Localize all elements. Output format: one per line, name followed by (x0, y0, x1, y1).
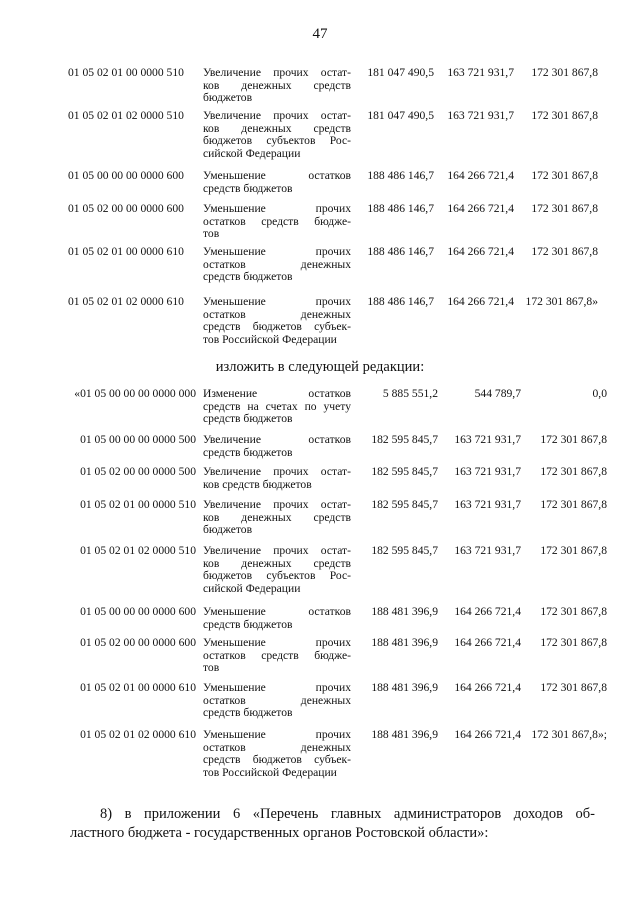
budget-code: 01 05 00 00 00 0000 600 (80, 605, 196, 618)
budget-description (203, 545, 351, 595)
value-year-3: 172 301 867,8 (540, 498, 607, 511)
description-line: Уменьшение прочих (203, 295, 351, 308)
budget-description (203, 637, 351, 675)
budget-description (203, 434, 351, 459)
description-line: сийской Федерации (203, 581, 301, 595)
description-line: Увеличение прочих остат- (203, 465, 351, 478)
description-line: Уменьшение прочих (203, 728, 351, 741)
value-year-3: 172 301 867,8 (531, 169, 598, 182)
description-line: ков средств бюджетов (203, 477, 312, 491)
description-line: бюджетов субъектов Рос- (203, 569, 351, 582)
value-year-2: 544 789,7 (474, 387, 521, 400)
value-year-2: 163 721 931,7 (447, 66, 514, 79)
value-year-3: 172 301 867,8 (540, 681, 607, 694)
value-year-3: 172 301 867,8 (540, 605, 607, 618)
description-line: остатков денежных (203, 740, 351, 754)
budget-code: 01 05 00 00 00 0000 500 (80, 433, 196, 446)
value-year-2: 164 266 721,4 (447, 245, 514, 258)
value-year-1: 188 486 146,7 (367, 202, 434, 215)
description-line: бюджетов субъектов Рос- (203, 134, 351, 147)
description-line: Уменьшение прочих (203, 202, 351, 215)
budget-description (203, 682, 351, 720)
budget-description (203, 110, 351, 160)
description-line: тов Российской Федерации (203, 765, 337, 779)
value-year-3: 0,0 (592, 387, 607, 400)
budget-description (203, 67, 351, 105)
description-line: остатков денежных (203, 693, 351, 707)
paragraph-line-2: ластного бюджета - государственных органов Ростовской области»: (70, 825, 489, 841)
budget-description (203, 466, 351, 491)
description-line: Увеличение прочих остат- (203, 544, 351, 557)
description-line: Уменьшение остатков (203, 605, 351, 618)
value-year-2: 164 266 721,4 (447, 295, 514, 308)
budget-code: 01 05 02 01 00 0000 610 (68, 245, 184, 258)
value-year-3: 172 301 867,8 (540, 544, 607, 557)
budget-code: 01 05 02 00 00 0000 600 (68, 202, 184, 215)
budget-description (203, 499, 351, 537)
description-line: остатков средств бюдже- (203, 214, 351, 228)
description-line: Увеличение остатков (203, 433, 351, 446)
description-line: остатков денежных (203, 307, 351, 321)
description-line: средств бюджетов (203, 445, 293, 459)
value-year-2: 163 721 931,7 (454, 498, 521, 511)
value-year-1: 188 481 396,9 (371, 636, 438, 649)
budget-code: 01 05 02 01 00 0000 510 (68, 66, 184, 79)
description-line: тов Российской Федерации (203, 332, 337, 346)
description-line: средств бюджетов (203, 617, 293, 631)
value-year-1: 182 595 845,7 (371, 465, 438, 478)
description-line: ков денежных средств (203, 78, 351, 92)
value-year-3: 172 301 867,8 (531, 109, 598, 122)
paragraph-line-1: 8) в приложении 6 «Перечень главных администраторов доходов об- (100, 806, 595, 822)
description-line: Уменьшение прочих (203, 245, 351, 258)
budget-description (203, 729, 351, 779)
amendment-paragraph (70, 805, 595, 843)
value-year-1: 182 595 845,7 (371, 544, 438, 557)
description-line: Уменьшение остатков (203, 169, 351, 182)
description-line: средств бюджетов субъек- (203, 753, 351, 766)
value-year-1: 182 595 845,7 (371, 433, 438, 446)
description-line: Изменение остатков (203, 387, 351, 400)
budget-description (203, 606, 351, 631)
budget-code: 01 05 02 01 00 0000 510 (80, 498, 196, 511)
description-line: Увеличение прочих остат- (203, 109, 351, 122)
budget-code: 01 05 02 01 02 0000 610 (68, 295, 184, 308)
value-year-1: 188 481 396,9 (371, 605, 438, 618)
value-year-3: 172 301 867,8 (531, 245, 598, 258)
budget-description (203, 296, 351, 346)
budget-code: 01 05 02 00 00 0000 600 (80, 636, 196, 649)
value-year-2: 164 266 721,4 (454, 681, 521, 694)
value-year-1: 182 595 845,7 (371, 498, 438, 511)
value-year-3: 172 301 867,8 (531, 202, 598, 215)
value-year-3: 172 301 867,8 (540, 636, 607, 649)
description-line: средств бюджетов (203, 270, 293, 283)
section-heading: изложить в следующей редакции: (215, 359, 425, 375)
description-line: средств бюджетов (203, 412, 293, 425)
budget-description (203, 246, 351, 284)
description-line: средств на счетах по учету (203, 399, 351, 413)
value-year-2: 164 266 721,4 (454, 605, 521, 618)
description-line: средств бюджетов (203, 181, 293, 195)
description-line: средств бюджетов (203, 706, 293, 719)
description-line: остатков денежных (203, 257, 351, 271)
budget-code: 01 05 02 01 02 0000 510 (68, 109, 184, 122)
value-year-1: 181 047 490,5 (367, 109, 434, 122)
value-year-3: 172 301 867,8 (531, 66, 598, 79)
budget-code: 01 05 02 01 02 0000 610 (80, 728, 196, 741)
value-year-2: 163 721 931,7 (454, 433, 521, 446)
description-line: бюджетов (203, 523, 253, 536)
value-year-3: 172 301 867,8»; (531, 728, 607, 741)
value-year-2: 164 266 721,4 (447, 169, 514, 182)
value-year-2: 163 721 931,7 (447, 109, 514, 122)
value-year-2: 163 721 931,7 (454, 465, 521, 478)
value-year-1: 188 481 396,9 (371, 728, 438, 741)
value-year-1: 5 885 551,2 (382, 387, 438, 400)
description-line: Уменьшение прочих (203, 681, 351, 694)
value-year-1: 188 486 146,7 (367, 169, 434, 182)
description-line: остатков средств бюдже- (203, 648, 351, 662)
description-line: Увеличение прочих остат- (203, 66, 351, 79)
budget-code: 01 05 02 01 02 0000 510 (80, 544, 196, 557)
value-year-1: 188 481 396,9 (371, 681, 438, 694)
description-line: ков денежных средств (203, 556, 351, 570)
value-year-3: 172 301 867,8 (540, 465, 607, 478)
value-year-2: 164 266 721,4 (447, 202, 514, 215)
value-year-2: 164 266 721,4 (454, 636, 521, 649)
budget-code: 01 05 00 00 00 0000 600 (68, 169, 184, 182)
budget-description (203, 203, 351, 241)
description-line: ков денежных средств (203, 510, 351, 524)
budget-code: 01 05 02 00 00 0000 500 (80, 465, 196, 478)
value-year-1: 181 047 490,5 (367, 66, 434, 79)
description-line: ков денежных средств (203, 121, 351, 135)
description-line: Увеличение прочих остат- (203, 498, 351, 511)
budget-code: 01 05 02 01 00 0000 610 (80, 681, 196, 694)
value-year-2: 163 721 931,7 (454, 544, 521, 557)
description-line: тов (203, 227, 220, 240)
value-year-2: 164 266 721,4 (454, 728, 521, 741)
page-number: 47 (312, 26, 328, 42)
description-line: бюджетов (203, 91, 253, 104)
value-year-1: 188 486 146,7 (367, 245, 434, 258)
value-year-3: 172 301 867,8» (525, 295, 598, 308)
description-line: Уменьшение прочих (203, 636, 351, 649)
value-year-1: 188 486 146,7 (367, 295, 434, 308)
budget-description (203, 170, 351, 195)
value-year-3: 172 301 867,8 (540, 433, 607, 446)
budget-code: «01 05 00 00 00 0000 000 (74, 387, 196, 400)
description-line: сийской Федерации (203, 146, 301, 160)
description-line: средств бюджетов субъек- (203, 320, 351, 333)
budget-description (203, 388, 351, 426)
description-line: тов (203, 661, 220, 674)
